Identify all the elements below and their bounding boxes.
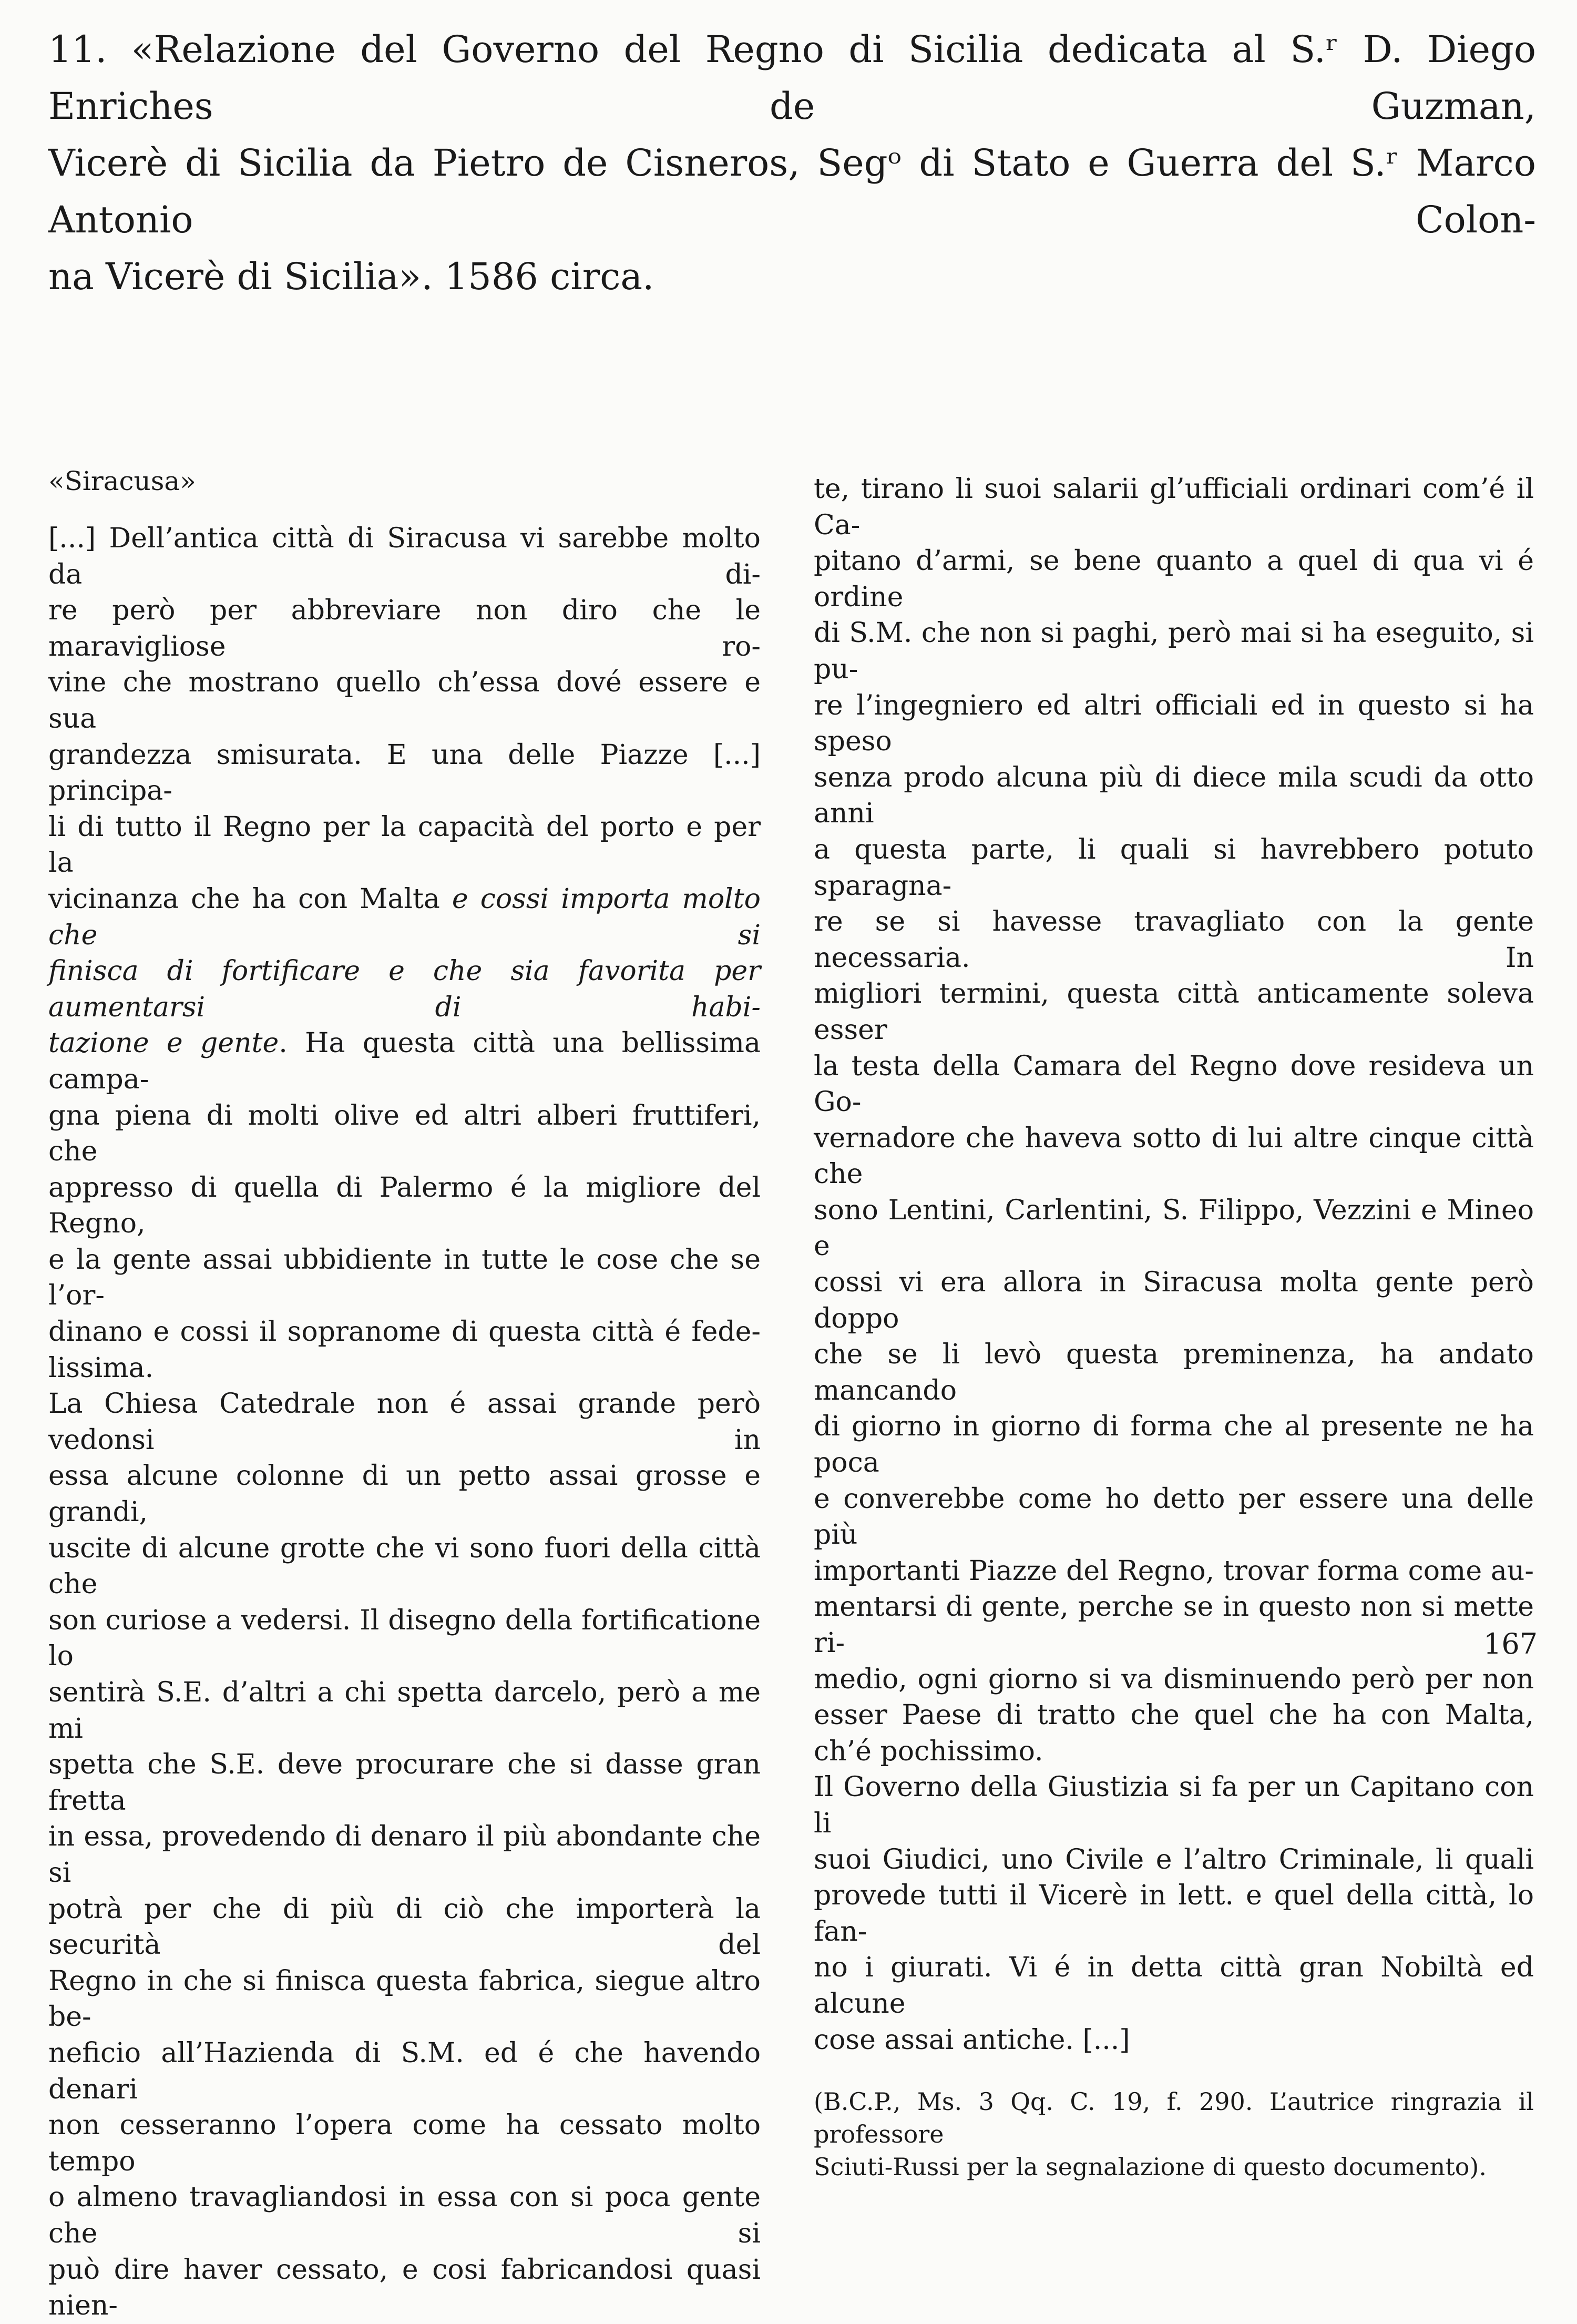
text-line: esser Paese di tratto che quel che ha con Malta, xyxy=(814,1699,1534,1731)
text-line: e converebbe come ho detto per essere una delle più xyxy=(814,1483,1534,1551)
text-line: a questa parte, li quali si havrebbero potuto sparagna- xyxy=(814,833,1534,902)
note-line: Sciuti-Russi per la segnalazione di questo documento). xyxy=(814,2153,1487,2182)
text-line: neficio all’Hazienda di S.M. ed é che havendo denari xyxy=(48,2037,761,2105)
text-line: spetta che S.E. deve procurare che si dasse gran fretta xyxy=(48,1749,761,1817)
text-line: lissima. xyxy=(48,1352,154,1384)
text-line: non cesseranno l’opera come ha cessato molto tempo xyxy=(48,2109,761,2177)
text-line: te, tirano li suoi salarii gl’ufficiali ordinari com’é il Ca- xyxy=(814,473,1534,541)
source-note xyxy=(814,2085,1534,2183)
text-line: senza prodo alcuna più di diece mila scudi da otto anni xyxy=(814,761,1534,830)
text-line: o almeno travagliandosi in essa con si poca gente che si xyxy=(48,2182,761,2249)
document-heading xyxy=(48,21,1536,305)
text-line: grandezza smisurata. E una delle Piazze [...] principa- xyxy=(48,739,761,807)
text-line: sentirà S.E. d’altri a chi spetta darcelo, però a me mi xyxy=(48,1677,761,1745)
text-line: di S.M. che non si paghi, però mai si ha eseguito, si pu- xyxy=(814,617,1534,685)
heading-line: na Vicerè di Sicilia». 1586 circa. xyxy=(48,255,654,298)
text-line: mentarsi di gente, perche se in questo non si mette ri- xyxy=(814,1591,1534,1659)
text-line: vernadore che haveva sotto di lui altre cinque città che xyxy=(814,1122,1534,1190)
text-line: cose assai antiche. [...] xyxy=(814,2024,1130,2056)
text-plain: . Ha questa città una bellissima campa- xyxy=(48,1027,761,1095)
text-line: di giorno in giorno di forma che al presente ne ha poca xyxy=(814,1411,1534,1479)
text-line: uscite di alcune grotte che vi sono fuori della città che xyxy=(48,1532,761,1601)
paragraph xyxy=(814,471,1534,1769)
page-number: 167 xyxy=(1483,1627,1538,1660)
text-line: son curiose a vedersi. Il disegno della fortificatione lo xyxy=(48,1604,761,1673)
text-line: cossi vi era allora in Siracusa molta gente però doppo xyxy=(814,1267,1534,1334)
right-column xyxy=(814,471,1534,2183)
text-line: [...] Dell’antica città di Siracusa vi sarebbe molto da di- xyxy=(48,523,761,590)
text-line: potrà per che di più di ciò che importerà la securità del xyxy=(48,1893,761,1961)
text-line: e la gente assai ubbidiente in tutte le cose che se l’or- xyxy=(48,1243,761,1312)
text-line: no i giurati. Vi é in detta città gran Nobiltà ed alcune xyxy=(814,1952,1534,2020)
text-line: che se li levò questa preminenza, ha andato mancando xyxy=(814,1339,1534,1406)
left-column xyxy=(48,463,761,2324)
paragraph xyxy=(48,1386,761,2323)
text-line: suoi Giudici, uno Civile e l’altro Criminale, li quali xyxy=(814,1843,1534,1875)
text-line: ch’é pochissimo. xyxy=(814,1735,1043,1767)
text-line: importanti Piazze del Regno, trovar forma come au- xyxy=(814,1555,1534,1587)
text-line: medio, ogni giorno si va disminuendo però per non xyxy=(814,1663,1534,1695)
text-line: provede tutti il Vicerè in lett. e quel della città, lo fan- xyxy=(814,1880,1534,1948)
text-line: La Chiesa Catedrale non é assai grande però vedonsi in xyxy=(48,1388,761,1456)
text-line: li di tutto il Regno per la capacità del porto e per la xyxy=(48,811,761,879)
text-line-mixed xyxy=(48,881,761,953)
text-italic: e cossi importa molto che si xyxy=(48,883,761,951)
text-line: pitano d’armi, se bene quanto a quel di qua vi é ordine xyxy=(814,545,1534,613)
text-line: appresso di quella di Palermo é la migliore del Regno, xyxy=(48,1171,761,1240)
text-line: re l’ingegniero ed altri officiali ed in questo si ha speso xyxy=(814,689,1534,758)
text-plain: vicinanza che ha con Malta xyxy=(48,883,452,915)
text-line: in essa, provedendo di denaro il più abondante che si xyxy=(48,1821,761,1889)
text-line: può dire haver cessato, e cosi fabricandosi quasi nien- xyxy=(48,2254,761,2322)
text-line-italic xyxy=(48,953,761,1025)
text-line: migliori termini, questa città anticamente soleva esser xyxy=(814,978,1534,1046)
section-title: «Siracusa» xyxy=(48,466,196,496)
text-line: la testa della Camara del Regno dove resideva un Go- xyxy=(814,1050,1534,1118)
text-line: gna piena di molti olive ed altri alberi fruttiferi, che xyxy=(48,1099,761,1168)
text-line: dinano e cossi il sopranome di questa città é fede- xyxy=(48,1316,761,1348)
text-italic: finisca di fortificare e che sia favorita per aumentarsi di habi- xyxy=(48,955,761,1023)
text-line: vine che mostrano quello ch’essa dové essere e sua xyxy=(48,667,761,735)
paragraph xyxy=(814,1769,1534,2058)
text-line-mixed xyxy=(48,1025,761,1097)
text-line: Il Governo della Giustizia si fa per un Capitano con li xyxy=(814,1771,1534,1839)
text-line: sono Lentini, Carlentini, S. Filippo, Vezzini e Mineo e xyxy=(814,1194,1534,1262)
note-line: (B.C.P., Ms. 3 Qq. C. 19, f. 290. L’autrice ringrazia il professore xyxy=(814,2087,1534,2149)
paragraph xyxy=(48,521,761,1386)
text-line: essa alcune colonne di un petto assai grosse e grandi, xyxy=(48,1460,761,1528)
heading-line: Vicerè di Sicilia da Pietro de Cisneros, Segᵒ di Stato e Guerra del S.ʳ Marco Antonio Colon- xyxy=(48,141,1536,241)
heading-line: 11. «Relazione del Governo del Regno di Sicilia dedicata al S.ʳ D. Diego Enriches de Guzman, xyxy=(48,28,1536,128)
text-italic: tazione e gente xyxy=(48,1027,279,1059)
text-line: Regno in che si finisca questa fabrica, siegue altro be- xyxy=(48,1965,761,2033)
text-line: re se si havesse travagliato con la gente necessaria. In xyxy=(814,906,1534,974)
text-line: re però per abbreviare non diro che le maravigliose ro- xyxy=(48,595,761,662)
